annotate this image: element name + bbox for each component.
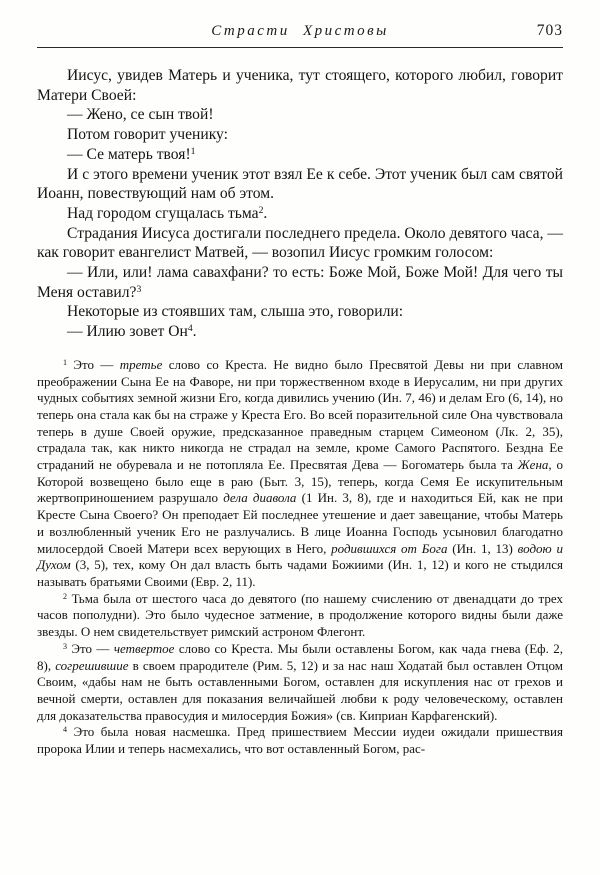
text-segment: Страдания Иисуса достигали последнего предела. Около девятого часа, — как говорит евангелист Матвей, — возопил Иисус громким голосом: — [37, 224, 563, 262]
paragraph — [37, 263, 563, 302]
paragraph — [37, 125, 563, 145]
text-segment: — Илию зовет Он — [67, 323, 188, 341]
footnote — [37, 641, 563, 725]
running-title: Страсти Христовы — [211, 23, 389, 39]
text-segment: . — [263, 204, 268, 222]
paragraph — [37, 322, 563, 342]
text-segment: в своем прародителе (Рим. 5, 12) и за нас наш Ходатай был оставлен Отцом Своим, «дабы нам не быть оставленными Богом, оставлен для искупления нас от грехов и вечной смерти, оставлен для показания величайшей любви к роду человеческому, оставлен для доказательства правосудия и милосердия Божия» (св. Киприан Карфагенский). — [37, 657, 563, 723]
text-segment: слово со Креста. Не видно было Пресвятой Девы ни при славном преображении Сына Ее на Фаворе, ни при торжественном входе в Иерусалим, ни при других чудных событиях земной жизни Его, когда дивились учению (Ин. 7, 46) и делам Его (6, 14), но теперь она стала как бы на страже у Креста Его. Во всей поразительной силе Она чувствовала теперь в душе Своей оружие, предсказанное праведным старцем Симеоном (Лк. 2, 35), страдала так, как никто никогда не страдал на земле, кроме Самого Распятого. Бездна Ее страданий не обуревала и не потопляла Ее. Пресвятая Дева — Богоматерь была та — [37, 356, 564, 473]
footnote-marker: 4 — [63, 725, 68, 735]
footnote-marker: 2 — [63, 591, 68, 601]
paragraph — [37, 165, 563, 204]
emphasis-text: третье — [119, 356, 163, 372]
footnote — [37, 591, 563, 641]
footnote-marker: 3 — [136, 283, 142, 295]
emphasis-text: четвертое — [113, 640, 175, 656]
paragraph — [37, 224, 563, 263]
footnote — [37, 724, 563, 757]
page-number: 703 — [536, 22, 563, 39]
footnote-marker: 4 — [187, 323, 193, 335]
footnote-marker: 3 — [63, 641, 68, 651]
emphasis-text: родившихся от Бога — [331, 540, 448, 556]
text-segment: Это была новая насмешка. Пред пришествием Мессии иудеи ожидали пришествия пророка Илии и теперь насмехались, что вот оставленный Богом, рас- — [37, 724, 563, 757]
text-segment: Это — — [67, 640, 114, 656]
footnote-marker: 1 — [63, 357, 68, 367]
emphasis-text: согрешившие — [55, 657, 129, 673]
paragraph — [37, 204, 563, 224]
paragraph — [37, 145, 563, 165]
text-segment: (Ин. 1, 13) — [447, 540, 518, 556]
emphasis-text: дела диавола — [223, 490, 297, 506]
emphasis-text: водою и Духом — [37, 540, 564, 573]
text-segment: Над городом сгущалась тьма — [67, 204, 259, 222]
text-segment: И с этого времени ученик этот взял Ее к себе. Этот ученик был сам святой Иоанн, повествующий нам об этом. — [37, 165, 563, 203]
text-segment: Иисус, увидев Матерь и ученика, тут стоящего, которого любил, говорит Матери Своей: — [37, 67, 563, 104]
page-header — [37, 22, 563, 48]
text-segment: Некоторые из стоявших там, слыша это, говорили: — [67, 303, 404, 321]
text-segment: , о Которой возвещено было еще в раю (Быт. 3, 15), теперь, когда Семя Ее искупительным жертвоприношением разрушало — [37, 457, 564, 506]
paragraph — [37, 66, 563, 105]
text-segment: — Жено, се сын твой! — [67, 106, 214, 124]
text-segment: (1 Ин. 3, 8), где и находиться Ей, как не при Кресте Сына Своего? Он преподает Ей последнее утешение и дает завещание, чтобы Матерь и возлюбленный ученик Его не разлучались. В лице Иоанна Господь усыновил благодатно милосердой Своей Матери всех верующих в Него, — [37, 490, 564, 556]
text-segment: Это — — [67, 356, 120, 372]
footnote — [37, 357, 563, 591]
paragraph — [37, 302, 563, 322]
text-segment: Тьма была от шестого часа до девятого (по нашему счислению от двенадцати до трех часов пополудни). Это было чудесное затмение, в продолжение которого видны были даже звезды. О нем свидетельствует римский астроном Флегонт. — [37, 590, 563, 640]
text-segment: (3, 5), тех, кому Он дал власть быть чадами Божиими (Ин. 1, 12) и кого не стыдился называть братьями Своими (Евр. 2, 11). — [37, 557, 563, 589]
text-segment: . — [192, 323, 197, 341]
main-text — [37, 66, 563, 342]
text-segment: Потом говорит ученику: — [67, 126, 228, 144]
paragraph — [37, 105, 563, 125]
footnote-marker: 2 — [258, 205, 264, 217]
footnote-marker: 1 — [190, 145, 196, 157]
text-segment: — Или, или! лама савахфани? то есть: Боже Мой, Боже Мой! Для чего ты Меня оставил? — [37, 264, 563, 301]
text-segment: — Се матерь твоя! — [67, 145, 191, 163]
footnotes-section — [37, 357, 563, 758]
emphasis-text: Жена — [517, 457, 549, 473]
text-segment: слово со Креста. Мы были оставлены Богом, как чада гнева (Еф. 2, 8), — [37, 640, 564, 673]
